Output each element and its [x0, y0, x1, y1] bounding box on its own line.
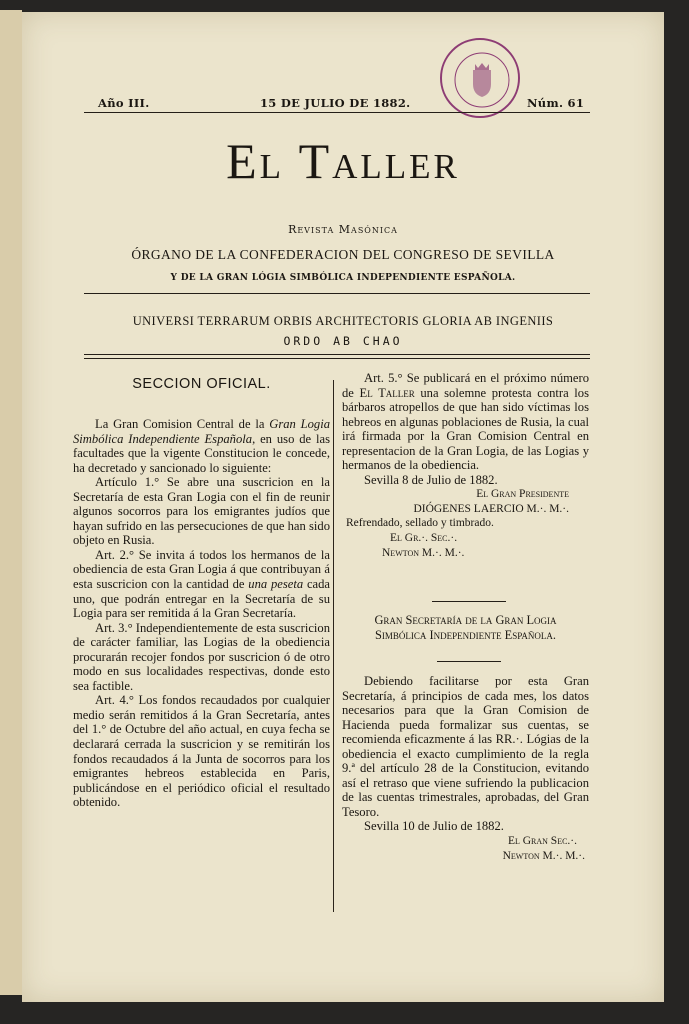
secretary-title: El Gr.·. Sec.·. [390, 532, 458, 545]
president-name: DIÓGENES LAERCIO M.·. M.·. [413, 502, 569, 515]
article-5: Art. 5.° Se publicará en el próximo número de El Taller una solemne protesta contra los bárbaros atropellos de que han sido víctimas los hebreos en algunas poblaciones de Rusia, la cual irá firmada por la Gran Comision Central en representacion de la Gran Logia, de las Logias y hermanos de la obediencia. [342, 371, 589, 473]
short-divider-2 [437, 661, 501, 662]
secretariat-heading: Gran Secretaría de la Gran Logia Simbólica Independiente Española. [374, 613, 557, 642]
article-3: Art. 3.° Independientemente de esta suscricion de carácter familiar, las Logias de la obediencia procurarán recojer fondos por suscricion ó de otro modo en sus localidades respectivas, donde esto sea factible. [73, 620, 330, 693]
motto-rule-top [84, 354, 590, 355]
masthead-rule [84, 293, 590, 294]
section-heading: SECCION OFICIAL. [132, 376, 271, 392]
organ-line-2: Y DE LA GRAN LÓGIA SIMBÓLICA INDEPENDIENTE ESPAÑOLA. [170, 273, 516, 283]
intro-paragraph: La Gran Comision Central de la Gran Logia Simbólica Independiente Española, en uso de las facultades que la vigente Constitucion le concede, ha decretado y sancionado lo siguiente: [73, 417, 331, 475]
left-column [73, 417, 330, 810]
short-divider-1 [432, 601, 506, 602]
motto: UNIVERSI TERRARUM ORBIS ARCHITECTORIS GLORIA AB INGENIIS [132, 314, 554, 328]
column-divider [333, 380, 334, 912]
grand-secretary-name: Newton M.·. M.·. [502, 849, 585, 862]
grand-secretary-title: El Gran Sec.·. [507, 835, 577, 848]
subtitle: Revista Masónica [288, 223, 398, 236]
ordo-line: ORDO AB CHAO [283, 334, 403, 348]
secretariat-notice [342, 674, 589, 863]
right-column [342, 371, 589, 560]
date-line-2: Sevilla 10 de Julio de 1882. [364, 819, 504, 834]
year-label: Año III. [98, 96, 150, 110]
article-4: Art. 4.° Los fondos recaudados por cualquier medio serán remitidos á la Gran Secretaría, antes del 1.° de Octubre del año actual, en cuya fecha se declarará cerrada la suscricion y se remitirán los fondos recaudados á la Junta de socorros para los emigrantes hebreos establecida en Paris, publicándose en el periódico oficial el resultado obtenido. [73, 693, 330, 810]
newspaper-page [22, 12, 664, 1002]
article-2: Art. 2.° Se invita á todos los hermanos de la obediencia de esta Gran Logia á que contribuyan á esta suscricion con la cantidad de una peseta cada uno, que podrán entregar en la Secretaría de su Logia para ser remitida á la Gran Secretaría. [73, 547, 331, 621]
organ-line: ÓRGANO DE LA CONFEDERACION DEL CONGRESO DE SEVILLA [131, 247, 555, 262]
secretary-name: Newton M.·. M.·. [382, 546, 465, 559]
notice-paragraph: Debiendo facilitarse por esta Gran Secretaría, á principios de cada mes, los datos necesarios para que la Gran Comision de Hacienda pueda formalizar sus cuentas, se recomienda eficazmente á las RR.·. Lógias de la obediencia el exacto cumplimiento de la regla 9.ª del artículo 28 de la Constitucion, evitando así el retraso que viene sufriendo la publicacion de las cuentas trimestrales, aprobadas, del Gran Tesoro. [342, 674, 589, 819]
motto-rule-bottom [84, 358, 590, 359]
issue-date: 15 DE JULIO DE 1882. [260, 96, 411, 110]
stamp-seal-icon [442, 40, 522, 120]
issue-number: Núm. 61 [527, 96, 585, 110]
newspaper-title: El Taller [226, 133, 460, 189]
president-title: El Gran Presidente [476, 488, 569, 501]
countersign-note: Refrendado, sellado y timbrado. [346, 517, 494, 530]
article-1: Artículo 1.° Se abre una suscricion en la Secretaría de esta Gran Logia con el fin de reunir algunos socorros para los emigrantes judíos que hayan sufrido en las persecuciones de que han sido objeto en Rusia. [73, 475, 330, 548]
date-line-1: Sevilla 8 de Julio de 1882. [364, 472, 498, 487]
previous-page-edge [0, 10, 22, 995]
library-stamp [440, 38, 520, 118]
header-rule [84, 112, 590, 113]
